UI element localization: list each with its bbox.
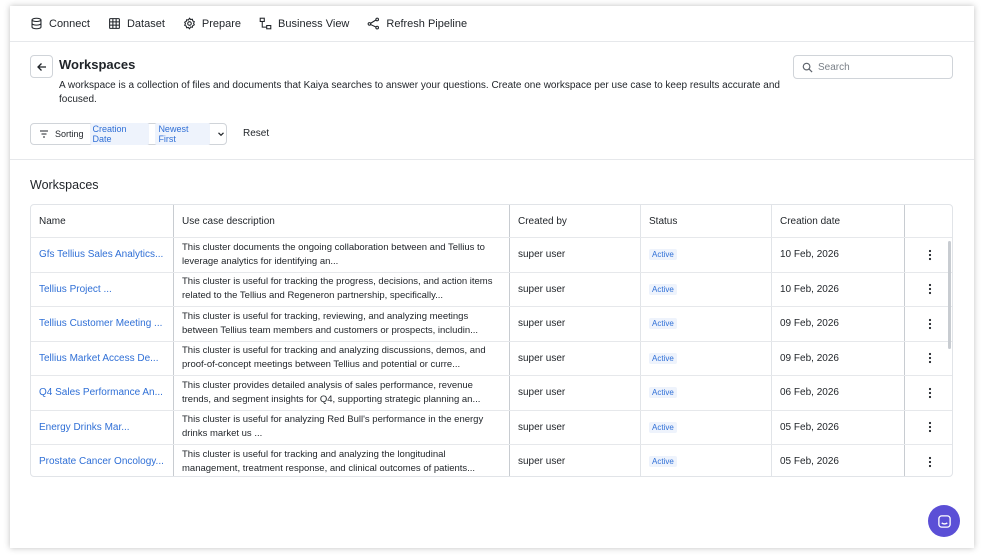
cell-creation-date: 09 Feb, 2026 bbox=[772, 307, 905, 341]
cell-name[interactable] bbox=[31, 445, 174, 477]
workspace-description: This cluster provides detailed analysis of sales performance, revenue trends, and segment insights for Q4, supporting strategic planning an... bbox=[182, 379, 481, 405]
cell-description bbox=[174, 411, 510, 445]
workspace-name-link[interactable]: Prostate Cancer Oncology... bbox=[39, 456, 164, 468]
cell-status bbox=[641, 445, 772, 477]
search-box[interactable] bbox=[793, 55, 953, 79]
page-title: Workspaces bbox=[59, 57, 136, 72]
kebab-menu-icon[interactable] bbox=[924, 420, 936, 434]
cell-actions bbox=[905, 273, 953, 307]
cell-created-by: super user bbox=[510, 342, 641, 376]
sorting-dropdown[interactable] bbox=[30, 123, 227, 145]
status-badge: Active bbox=[649, 284, 677, 295]
workspace-name-link[interactable]: Q4 Sales Performance An... bbox=[39, 387, 163, 399]
cell-created-by: super user bbox=[510, 376, 641, 410]
status-badge: Active bbox=[649, 353, 677, 364]
nav-connect-label: Connect bbox=[49, 17, 90, 30]
cell-actions bbox=[905, 376, 953, 410]
filter-lines-icon bbox=[39, 129, 49, 139]
cell-created-by: super user bbox=[510, 273, 641, 307]
gear-icon bbox=[183, 17, 196, 30]
status-badge: Active bbox=[649, 387, 677, 398]
chevron-down-icon bbox=[216, 129, 226, 139]
cell-created-by: super user bbox=[510, 238, 641, 272]
table-row[interactable] bbox=[31, 307, 953, 342]
nav-business-view[interactable] bbox=[259, 17, 349, 30]
cell-description bbox=[174, 342, 510, 376]
cell-status bbox=[641, 273, 772, 307]
cell-status bbox=[641, 342, 772, 376]
kebab-menu-icon[interactable] bbox=[924, 317, 936, 331]
column-header-actions bbox=[905, 205, 953, 237]
cell-description bbox=[174, 376, 510, 410]
cell-created-by: super user bbox=[510, 307, 641, 341]
table-row[interactable] bbox=[31, 342, 953, 377]
status-badge: Active bbox=[649, 318, 677, 329]
cell-name[interactable] bbox=[31, 411, 174, 445]
sorting-order-tag: Newest First bbox=[155, 123, 210, 145]
cell-creation-date: 10 Feb, 2026 bbox=[772, 273, 905, 307]
cell-actions bbox=[905, 411, 953, 445]
cell-status bbox=[641, 411, 772, 445]
cell-actions bbox=[905, 342, 953, 376]
cell-creation-date: 05 Feb, 2026 bbox=[772, 411, 905, 445]
section-divider bbox=[10, 159, 974, 160]
workspace-name-link[interactable]: Tellius Market Access De... bbox=[39, 352, 159, 364]
cell-description bbox=[174, 238, 510, 272]
cell-creation-date: 10 Feb, 2026 bbox=[772, 238, 905, 272]
workspace-name-link[interactable]: Energy Drinks Mar... bbox=[39, 421, 130, 433]
status-badge: Active bbox=[649, 249, 677, 260]
table-row[interactable] bbox=[31, 376, 953, 411]
workspace-name-link[interactable]: Tellius Project ... bbox=[39, 283, 112, 295]
database-icon bbox=[30, 17, 43, 30]
kebab-menu-icon[interactable] bbox=[924, 351, 936, 365]
table-header bbox=[31, 205, 953, 238]
cell-name[interactable] bbox=[31, 376, 174, 410]
workspace-name-link[interactable]: Gfs Tellius Sales Analytics... bbox=[39, 249, 164, 261]
chat-icon bbox=[937, 514, 952, 529]
back-button[interactable] bbox=[30, 55, 53, 78]
workspace-description: This cluster is useful for tracking and analyzing the longitudinal management, treatment response, and clinical outcomes of patients... bbox=[182, 448, 476, 474]
table-row[interactable] bbox=[31, 411, 953, 446]
cell-actions bbox=[905, 238, 953, 272]
workspace-description: This cluster documents the ongoing collaboration between and Tellius to leverage analytics for identifying an... bbox=[182, 241, 485, 267]
section-title: Workspaces bbox=[30, 178, 99, 192]
page-description: A workspace is a collection of files and documents that Kaiya searches to answer your questions. Create one workspace per use case to keep results accurate and focused. bbox=[59, 80, 780, 105]
grid-icon bbox=[108, 17, 121, 30]
hierarchy-icon bbox=[259, 17, 272, 30]
kebab-menu-icon[interactable] bbox=[924, 455, 936, 469]
table-row[interactable] bbox=[31, 238, 953, 273]
column-header-created-by[interactable]: Created by bbox=[510, 205, 641, 237]
cell-creation-date: 06 Feb, 2026 bbox=[772, 376, 905, 410]
nav-dataset[interactable] bbox=[108, 17, 165, 30]
cell-description bbox=[174, 307, 510, 341]
nav-connect[interactable] bbox=[30, 17, 90, 30]
cell-status bbox=[641, 238, 772, 272]
cell-description bbox=[174, 273, 510, 307]
workspace-description: This cluster is useful for tracking, reviewing, and analyzing meetings between Tellius team members and customers or prospects, includin... bbox=[182, 310, 479, 336]
cell-actions bbox=[905, 307, 953, 341]
cell-status bbox=[641, 376, 772, 410]
app-window bbox=[10, 6, 974, 548]
workspace-name-link[interactable]: Tellius Customer Meeting ... bbox=[39, 318, 163, 330]
cell-created-by: super user bbox=[510, 445, 641, 477]
workspace-description: This cluster is useful for analyzing Red Bull's performance in the energy drinks market us ... bbox=[182, 414, 484, 440]
kebab-menu-icon[interactable] bbox=[924, 282, 936, 296]
search-input[interactable] bbox=[818, 62, 948, 73]
nav-prepare-label: Prepare bbox=[201, 17, 242, 30]
sorting-field-tag: Creation Date bbox=[90, 123, 150, 145]
cell-name[interactable] bbox=[31, 273, 174, 307]
table-scrollbar[interactable] bbox=[948, 241, 951, 349]
kebab-menu-icon[interactable] bbox=[924, 248, 936, 262]
cell-creation-date: 05 Feb, 2026 bbox=[772, 445, 905, 477]
cell-description bbox=[174, 445, 510, 477]
nav-prepare[interactable] bbox=[183, 17, 241, 30]
cell-created-by: super user bbox=[510, 411, 641, 445]
share-nodes-icon bbox=[367, 17, 380, 30]
status-badge: Active bbox=[649, 456, 677, 467]
cell-creation-date: 09 Feb, 2026 bbox=[772, 342, 905, 376]
nav-refresh-pipeline[interactable] bbox=[367, 17, 467, 30]
workspace-description: This cluster is useful for tracking and analyzing discussions, demos, and proof-of-concept meetings between Tellius and potential or curre... bbox=[182, 345, 486, 371]
top-nav bbox=[10, 6, 974, 42]
chat-button[interactable] bbox=[928, 505, 960, 537]
nav-business-view-label: Business View bbox=[278, 17, 350, 30]
workspace-description: This cluster is useful for tracking the progress, decisions, and action items related to the Tellius and Regeneron partnership, specifically... bbox=[182, 276, 493, 302]
search-icon bbox=[802, 62, 813, 73]
cell-status bbox=[641, 307, 772, 341]
status-badge: Active bbox=[649, 422, 677, 433]
arrow-left-icon bbox=[36, 61, 48, 73]
nav-refresh-pipeline-label: Refresh Pipeline bbox=[386, 17, 468, 30]
cell-name[interactable] bbox=[31, 307, 174, 341]
workspaces-table bbox=[30, 204, 953, 477]
column-header-creation-date[interactable]: Creation date bbox=[772, 205, 905, 237]
nav-dataset-label: Dataset bbox=[126, 17, 165, 30]
kebab-menu-icon[interactable] bbox=[924, 386, 936, 400]
column-header-status[interactable]: Status bbox=[641, 205, 772, 237]
column-header-name[interactable]: Name bbox=[31, 205, 174, 237]
cell-name[interactable] bbox=[31, 238, 174, 272]
column-header-description[interactable]: Use case description bbox=[174, 205, 510, 237]
cell-name[interactable] bbox=[31, 342, 174, 376]
table-row[interactable] bbox=[31, 273, 953, 308]
sorting-label: Sorting bbox=[55, 129, 84, 139]
table-row[interactable] bbox=[31, 445, 953, 477]
reset-button[interactable]: Reset bbox=[243, 128, 270, 139]
cell-actions bbox=[905, 445, 953, 477]
